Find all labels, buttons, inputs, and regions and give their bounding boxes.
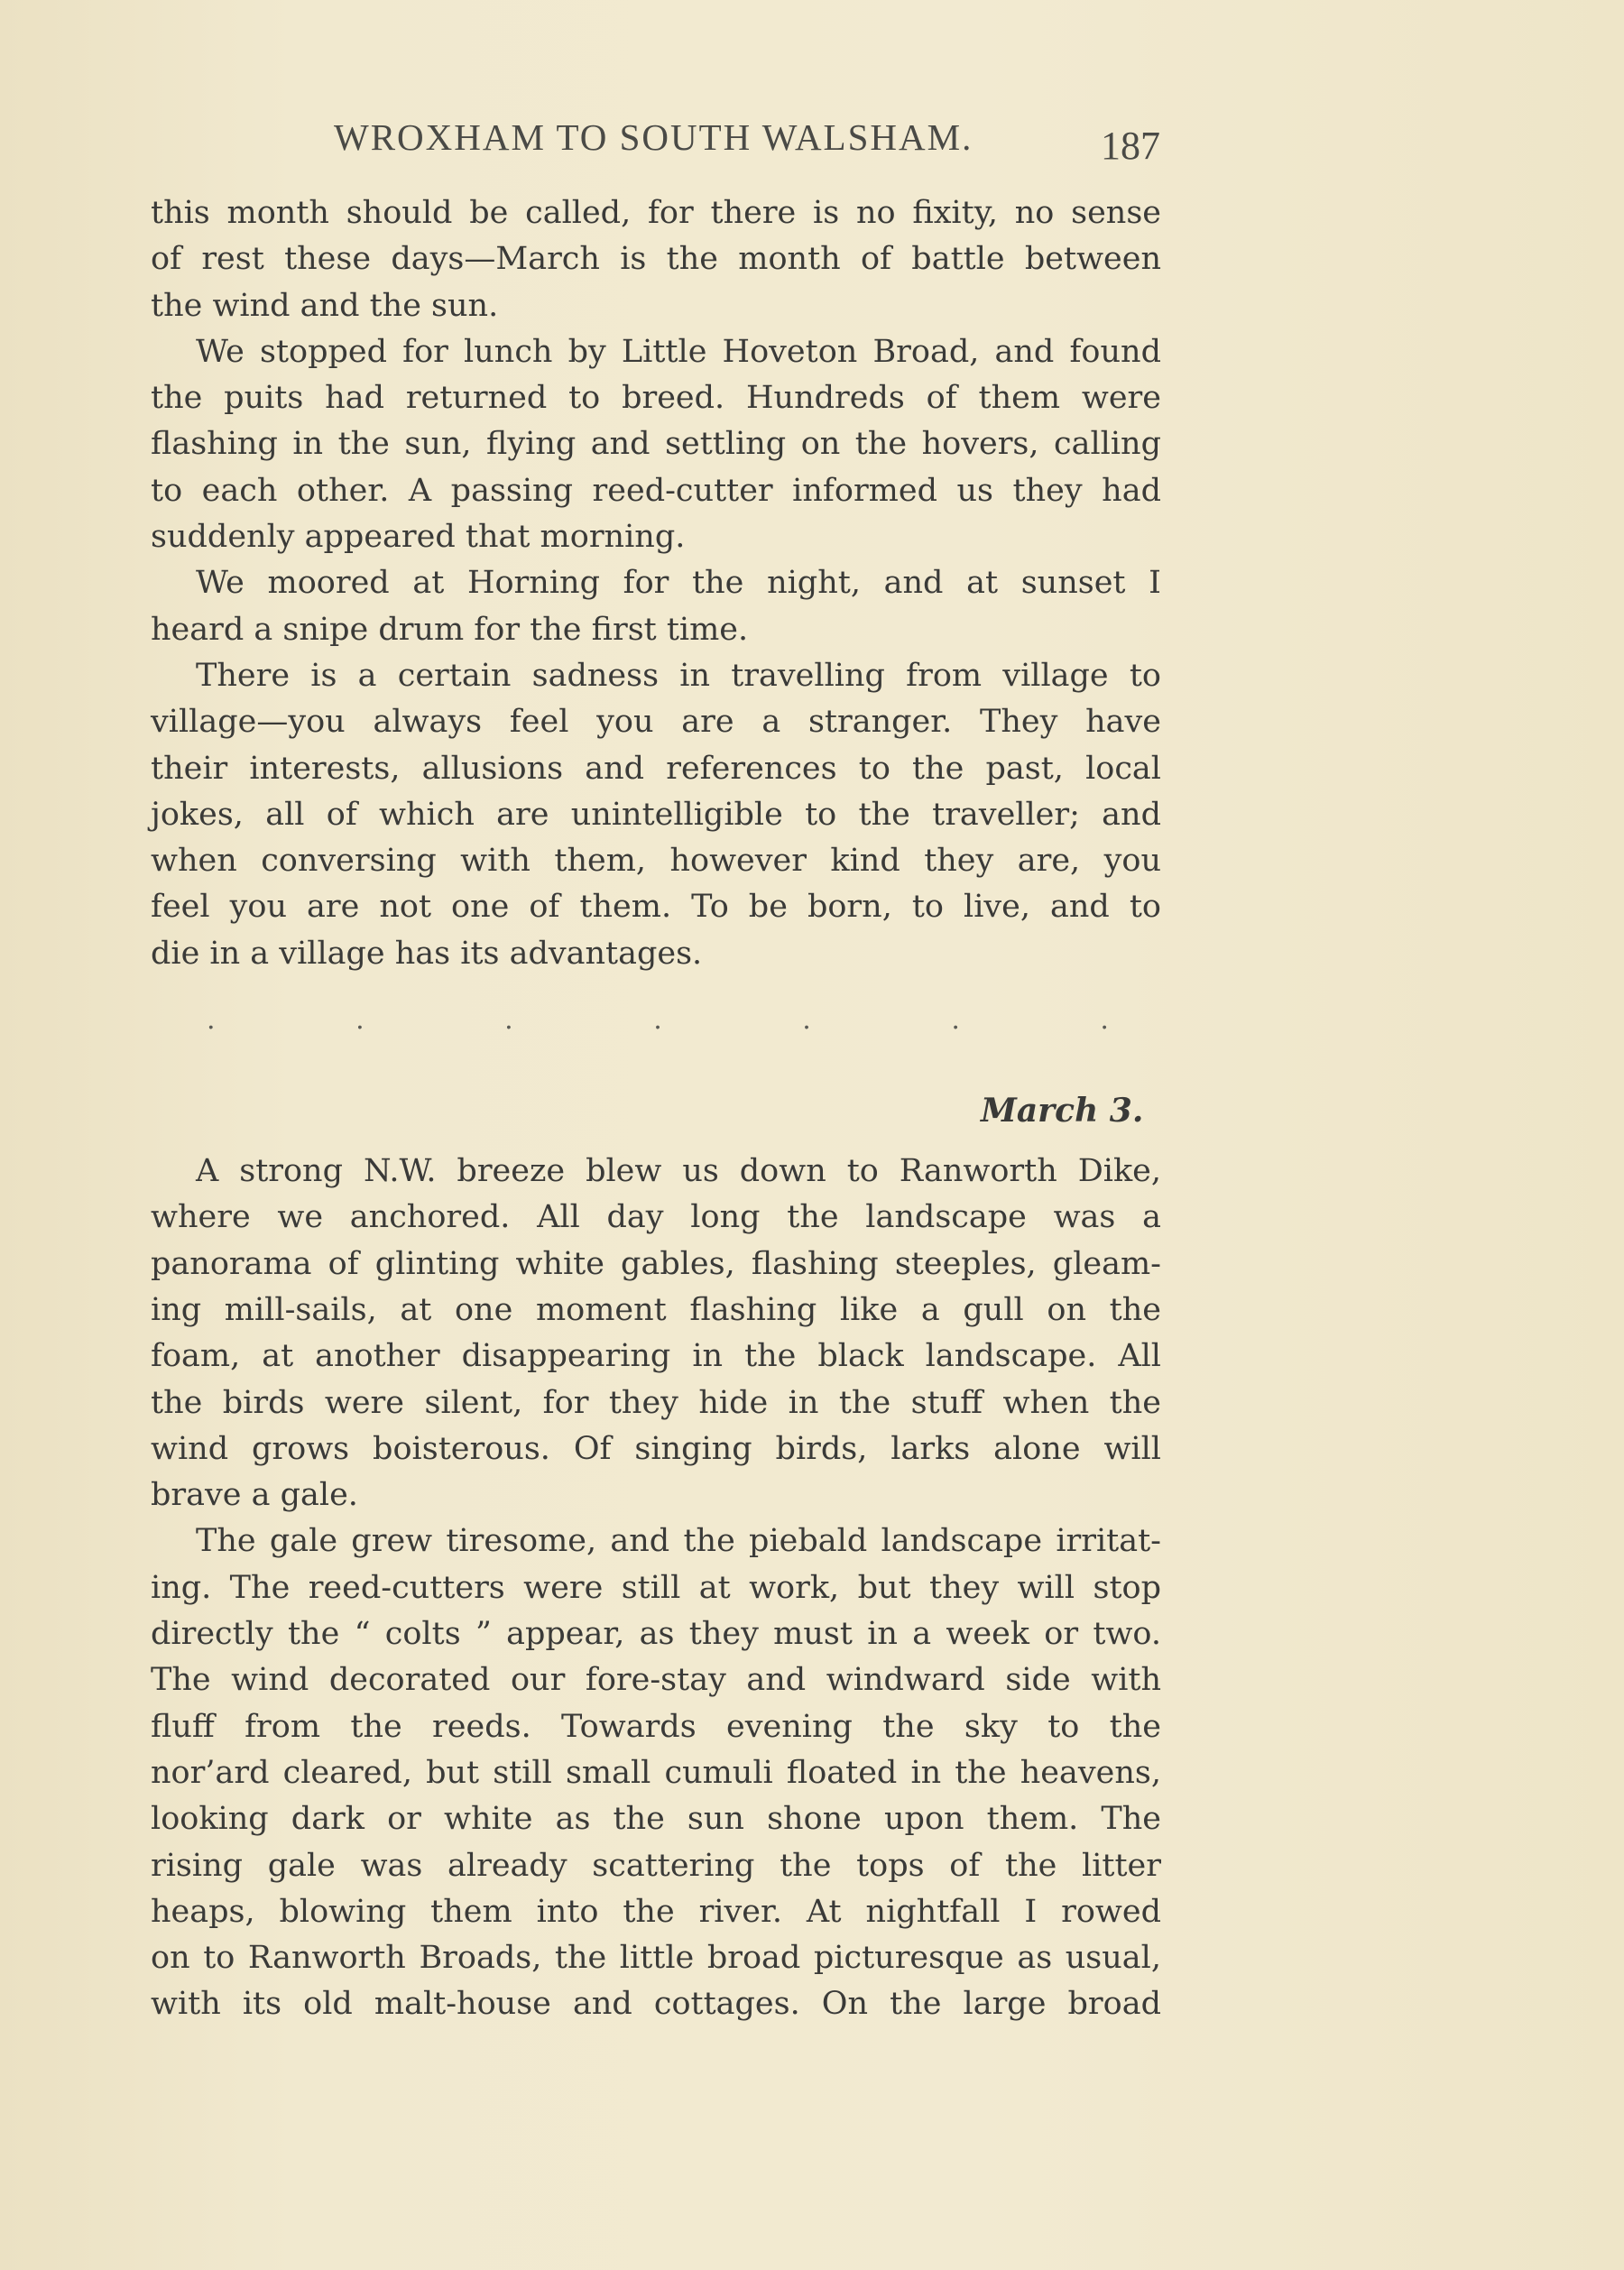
dateline: March 3.	[981, 1092, 1144, 1130]
text-line: rising gale was already scattering the tops of the litter	[151, 1847, 1161, 1884]
text-line: foam, at another disappearing in the black landscape. All	[151, 1338, 1161, 1375]
text-line: A strong N.W. breeze blew us down to Ranworth Dike,	[196, 1153, 1161, 1190]
paragraph	[151, 653, 1161, 977]
text-line: the puits had returned to breed. Hundreds of them were	[151, 380, 1161, 417]
separator-dot: .	[355, 1004, 364, 1037]
text-line: We stopped for lunch by Little Hoveton Broad, and found	[196, 333, 1161, 370]
text-line: heard a snipe drum for the first time.	[151, 611, 749, 648]
paragraph	[151, 560, 1161, 653]
separator-dot: .	[653, 1004, 662, 1037]
text-line: We moored at Horning for the night, and at sunset I	[196, 565, 1161, 602]
text-line: directly the “ colts ” appear, as they must in a week or two.	[151, 1616, 1161, 1653]
text-line: flashing in the sun, flying and settling on the hovers, calling	[151, 426, 1161, 463]
paragraph	[151, 1149, 1161, 1518]
text-line: There is a certain sadness in travelling from village to	[196, 657, 1161, 694]
text-line: with its old malt-house and cottages. On the large broad	[151, 1986, 1161, 2023]
text-line: wind grows boisterous. Of singing birds, larks alone will	[151, 1430, 1161, 1467]
text-line: of rest these days—March is the month of battle between	[151, 241, 1161, 278]
text-line: die in a village has its advantages.	[151, 935, 703, 972]
text-line: where we anchored. All day long the landscape was a	[151, 1199, 1161, 1236]
separator-dot: .	[951, 1004, 960, 1037]
text-line: suddenly appeared that morning.	[151, 519, 686, 556]
paragraph	[151, 190, 1161, 329]
text-line: jokes, all of which are unintelligible to the traveller; and	[151, 796, 1161, 833]
text-line: their interests, allusions and references to the past, local	[151, 750, 1161, 787]
text-line: brave a gale.	[151, 1477, 358, 1514]
text-line: on to Ranworth Broads, the little broad picturesque as usual,	[151, 1940, 1161, 1977]
text-line: The wind decorated our fore-stay and windward side with	[151, 1662, 1161, 1699]
text-line: the wind and the sun.	[151, 287, 499, 324]
text-line: to each other. A passing reed-cutter informed us they had	[151, 472, 1161, 509]
paragraph	[151, 1518, 1161, 2027]
text-line: this month should be called, for there is no fixity, no sense	[151, 195, 1161, 231]
text-line: ing mill-sails, at one moment flashing like a gull on the	[151, 1291, 1161, 1328]
text-line: heaps, blowing them into the river. At nightfall I rowed	[151, 1893, 1161, 1930]
separator-dot: .	[504, 1004, 513, 1037]
separator-dot: .	[802, 1004, 811, 1037]
text-line: village—you always feel you are a stranger. They have	[151, 704, 1161, 741]
section-separator	[207, 1004, 1109, 1040]
text-line: ing. The reed-cutters were still at work, but they will stop	[151, 1569, 1161, 1606]
text-line: the birds were silent, for they hide in the stuff when the	[151, 1384, 1161, 1421]
running-head: WROXHAM TO SOUTH WALSHAM.	[334, 116, 973, 158]
text-line: feel you are not one of them. To be born, to live, and to	[151, 889, 1161, 926]
separator-dot: .	[1100, 1004, 1109, 1037]
separator-dot: .	[207, 1004, 216, 1037]
text-line: The gale grew tiresome, and the piebald landscape irritat-	[196, 1523, 1161, 1560]
page-number: 187	[1101, 124, 1160, 168]
body-text	[151, 190, 1161, 2028]
text-line: fluff from the reeds. Towards evening the sky to the	[151, 1708, 1161, 1745]
text-line: panorama of glinting white gables, flashing steeples, gleam-	[151, 1245, 1161, 1282]
paragraph	[151, 329, 1161, 560]
text-line: when conversing with them, however kind they are, you	[151, 843, 1161, 880]
text-line: nor’ard cleared, but still small cumuli floated in the heavens,	[151, 1754, 1161, 1791]
text-line: looking dark or white as the sun shone upon them. The	[151, 1801, 1161, 1838]
